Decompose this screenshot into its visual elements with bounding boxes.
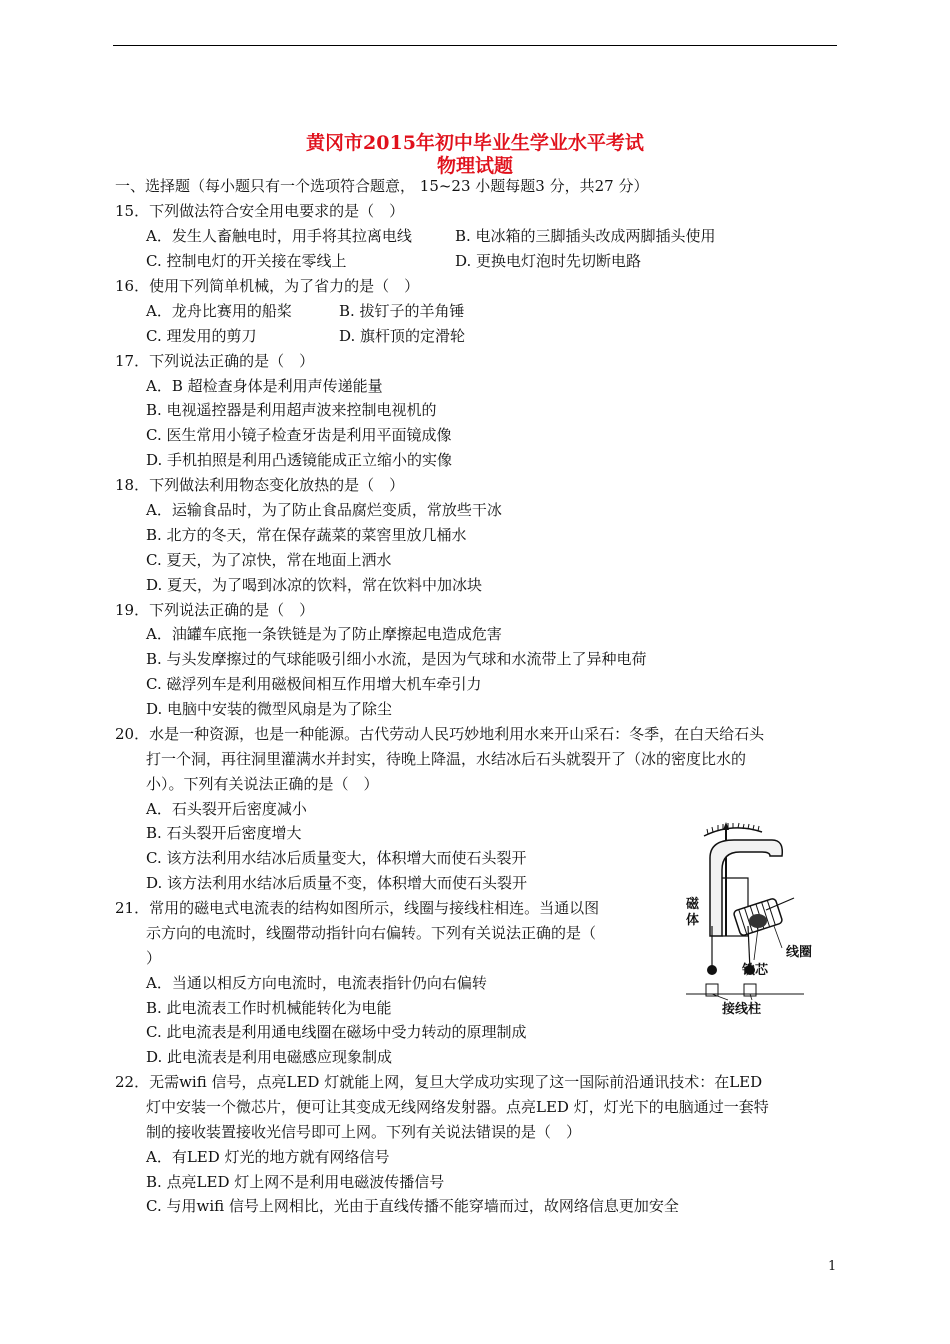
question-21-option-d: D. 此电流表是利用电磁感应现象制成: [146, 1048, 393, 1066]
iron-core: [749, 914, 767, 928]
coil-leader: [774, 926, 782, 948]
question-18-option-d: D. 夏天，为了喝到冰凉的饮料，常在饮料中加冰块: [146, 576, 483, 594]
label-magnet-2: 体: [686, 913, 700, 928]
label-coil: 线圈: [786, 945, 813, 960]
question-17-option-b: B. 电视遥控器是利用超声波来控制电视机的: [146, 401, 437, 419]
question-21-stem-line2: 示方向的电流时，线圈带动指针向右偏转。下列有关说法正确的是（: [146, 924, 597, 942]
question-16-stem: 16．使用下列简单机械，为了省力的是（ ）: [115, 277, 420, 295]
terminal-leader-left: [712, 994, 728, 1000]
question-18-option-c: C. 夏天，为了凉快，常在地面上洒水: [146, 551, 392, 569]
question-20-option-b: B. 石头裂开后密度增大: [146, 824, 302, 842]
question-22-stem-line2: 灯中安装一个微芯片，便可让其变成无线网络发射器。点亮LED 灯，灯光下的电脑通过一套特: [146, 1098, 769, 1116]
question-18-option-b: B. 北方的冬天，常在保存蔬菜的菜窖里放几桶水: [146, 526, 467, 544]
question-21-option-c: C. 此电流表是利用通电线圈在磁场中受力转动的原理制成: [146, 1023, 527, 1041]
question-21-option-a: A．当通以相反方向电流时，电流表指针仍向右偏转: [146, 974, 487, 992]
question-18-option-a: A．运输食品时，为了防止食品腐烂变质，常放些干冰: [146, 501, 502, 519]
terminal-left: [707, 965, 717, 975]
question-22-stem-line3: 制的接收装置接收光信号即可上网。下列有关说法错误的是（ ）: [146, 1123, 582, 1141]
page-number: 1: [828, 1259, 837, 1274]
question-19-option-a: A．油罐车底拖一条铁链是为了防止摩擦起电造成危害: [146, 625, 502, 643]
question-20-stem-line3: 小）。下列有关说法正确的是（ ）: [146, 775, 379, 793]
question-19-option-d: D. 电脑中安装的微型风扇是为了除尘: [146, 700, 393, 718]
exam-title: 黄冈市2015年初中毕业生学业水平考试: [306, 132, 644, 154]
question-17-option-a: A．B 超检查身体是利用声传递能量: [146, 377, 383, 395]
question-19-option-b: B. 与头发摩擦过的气球能吸引细小水流，是因为气球和水流带上了异种电荷: [146, 650, 647, 668]
label-iron-core: 铁芯: [742, 963, 769, 978]
label-terminal: 接线柱: [722, 1002, 762, 1017]
question-22-option-a: A．有LED 灯光的地方就有网络信号: [146, 1148, 390, 1166]
question-21-option-b: B. 此电流表工作时机械能转化为电能: [146, 999, 392, 1017]
question-17-stem: 17．下列说法正确的是（ ）: [115, 352, 315, 370]
question-22-stem-line1: 22．无需wifi 信号，点亮LED 灯就能上网，复旦大学成功实现了这一国际前沿通讯技术：在LED: [115, 1073, 763, 1091]
question-15-option-a: A．发生人畜触电时，用手将其拉离电线: [146, 227, 412, 245]
question-16-option-b: B. 拔钉子的羊角锤: [339, 302, 465, 320]
question-15-option-b: B. 电冰箱的三脚插头改成两脚插头使用: [455, 227, 716, 245]
section-header: 一、选择题（每小题只有一个选项符合题意， 15~23 小题每题3 分，共27 分）: [115, 177, 649, 195]
question-19-option-c: C. 磁浮列车是利用磁极间相互作用增大机车牵引力: [146, 675, 482, 693]
question-21-stem-line3: ）: [146, 949, 162, 967]
question-16-option-d: D. 旗杆顶的定滑轮: [339, 327, 466, 345]
question-22-option-c: C. 与用wifi 信号上网相比，光由于直线传播不能穿墙而过，故网络信息更加安全: [146, 1197, 679, 1215]
question-20-stem-line1: 20．水是一种资源，也是一种能源。古代劳动人民巧妙地利用水来开山采石：冬季，在白天给石头: [115, 725, 765, 743]
question-17-option-d: D. 手机拍照是利用凸透镜能成正立缩小的实像: [146, 451, 453, 469]
question-20-option-c: C. 该方法利用水结冰后质量变大，体积增大而使石头裂开: [146, 849, 527, 867]
question-16-option-c: C. 理发用的剪刀: [146, 327, 257, 345]
question-17-option-c: C. 医生常用小镜子检查牙齿是利用平面镜成像: [146, 426, 452, 444]
question-20-option-a: A．石头裂开后密度减小: [146, 800, 307, 818]
question-21-stem-line1: 21．常用的磁电式电流表的结构如图所示，线圈与接线柱相连。当通以图: [115, 899, 600, 917]
question-16-option-a: A．龙舟比赛用的船桨: [146, 302, 292, 320]
galvanometer-figure: [682, 818, 822, 1018]
header-rule: [113, 45, 837, 46]
question-22-option-b: B. 点亮LED 灯上网不是利用电磁波传播信号: [146, 1173, 445, 1191]
exam-subtitle: 物理试题: [436, 155, 513, 177]
question-15-stem: 15．下列做法符合安全用电要求的是（ ）: [115, 202, 405, 220]
label-magnet-1: 磁: [686, 897, 700, 912]
question-20-stem-line2: 打一个洞，再往洞里灌满水并封实，待晚上降温，水结冰后石头就裂开了（冰的密度比水的: [146, 750, 747, 768]
core-leader: [754, 928, 758, 960]
question-20-option-d: D. 该方法利用水结冰后质量不变，体积增大而使石头裂开: [146, 874, 528, 892]
question-18-stem: 18．下列做法利用物态变化放热的是（ ）: [115, 476, 405, 494]
question-15-option-c: C. 控制电灯的开关接在零线上: [146, 252, 347, 270]
question-19-stem: 19．下列说法正确的是（ ）: [115, 601, 315, 619]
question-15-option-d: D. 更换电灯泡时先切断电路: [455, 252, 642, 270]
